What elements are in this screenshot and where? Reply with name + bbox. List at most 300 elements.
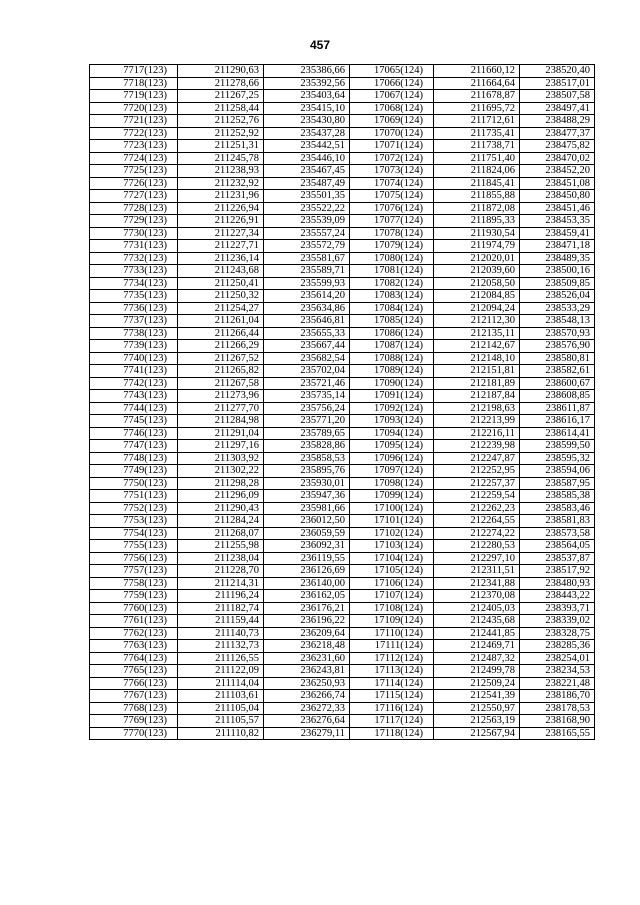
cell-point-id: 17094(124) [350, 427, 434, 440]
cell-y-coordinate: 238509,85 [520, 277, 595, 290]
cell-x-coordinate: 211845,41 [434, 177, 520, 190]
table-row [90, 390, 595, 403]
coordinates-table [89, 64, 595, 740]
cell-point-id: 7734(123) [90, 277, 178, 290]
cell-y-coordinate: 238285,36 [520, 640, 595, 653]
cell-x-coordinate: 211298,28 [178, 477, 264, 490]
cell-x-coordinate: 211974,79 [434, 240, 520, 253]
cell-x-coordinate: 211855,88 [434, 190, 520, 203]
cell-x-coordinate: 211302,22 [178, 465, 264, 478]
cell-x-coordinate: 211930,54 [434, 227, 520, 240]
page-number: 457 [309, 38, 331, 52]
table-row [90, 227, 595, 240]
table-row [90, 515, 595, 528]
cell-point-id: 7753(123) [90, 515, 178, 528]
cell-y-coordinate: 238477,37 [520, 127, 595, 140]
cell-x-coordinate: 211231,96 [178, 190, 264, 203]
cell-x-coordinate: 211250,41 [178, 277, 264, 290]
cell-x-coordinate: 212181,89 [434, 377, 520, 390]
cell-point-id: 17081(124) [350, 265, 434, 278]
cell-x-coordinate: 211695,72 [434, 102, 520, 115]
cell-y-coordinate: 238595,32 [520, 452, 595, 465]
cell-y-coordinate: 238564,05 [520, 540, 595, 553]
cell-point-id: 7729(123) [90, 215, 178, 228]
cell-y-coordinate: 235930,01 [264, 477, 350, 490]
cell-y-coordinate: 238234,53 [520, 665, 595, 678]
cell-point-id: 7747(123) [90, 440, 178, 453]
cell-point-id: 7742(123) [90, 377, 178, 390]
cell-point-id: 7770(123) [90, 727, 178, 740]
cell-x-coordinate: 211278,66 [178, 77, 264, 90]
cell-x-coordinate: 211261,04 [178, 315, 264, 328]
cell-y-coordinate: 236250,93 [264, 677, 350, 690]
cell-x-coordinate: 212187,84 [434, 390, 520, 403]
cell-y-coordinate: 238517,92 [520, 565, 595, 578]
cell-point-id: 7752(123) [90, 502, 178, 515]
cell-point-id: 17099(124) [350, 490, 434, 503]
cell-x-coordinate: 211250,32 [178, 290, 264, 303]
cell-point-id: 7735(123) [90, 290, 178, 303]
cell-y-coordinate: 236266,74 [264, 690, 350, 703]
cell-point-id: 17067(124) [350, 90, 434, 103]
cell-y-coordinate: 238254,01 [520, 652, 595, 665]
cell-y-coordinate: 238328,75 [520, 627, 595, 640]
cell-x-coordinate: 212274,22 [434, 527, 520, 540]
cell-point-id: 17069(124) [350, 115, 434, 128]
cell-y-coordinate: 238520,40 [520, 65, 595, 78]
cell-point-id: 17102(124) [350, 527, 434, 540]
table-row [90, 327, 595, 340]
cell-point-id: 17093(124) [350, 415, 434, 428]
cell-point-id: 17070(124) [350, 127, 434, 140]
table-row [90, 552, 595, 565]
cell-point-id: 17107(124) [350, 590, 434, 603]
cell-point-id: 17111(124) [350, 640, 434, 653]
cell-y-coordinate: 235771,20 [264, 415, 350, 428]
cell-point-id: 7727(123) [90, 190, 178, 203]
cell-x-coordinate: 211243,68 [178, 265, 264, 278]
cell-point-id: 17086(124) [350, 327, 434, 340]
cell-y-coordinate: 238186,70 [520, 690, 595, 703]
cell-point-id: 7766(123) [90, 677, 178, 690]
cell-y-coordinate: 236209,64 [264, 627, 350, 640]
cell-y-coordinate: 235415,10 [264, 102, 350, 115]
cell-y-coordinate: 235589,71 [264, 265, 350, 278]
cell-point-id: 17106(124) [350, 577, 434, 590]
cell-point-id: 17101(124) [350, 515, 434, 528]
table-row [90, 615, 595, 628]
cell-x-coordinate: 211660,12 [434, 65, 520, 78]
cell-y-coordinate: 236176,21 [264, 602, 350, 615]
cell-y-coordinate: 236140,00 [264, 577, 350, 590]
cell-x-coordinate: 211297,16 [178, 440, 264, 453]
cell-point-id: 17068(124) [350, 102, 434, 115]
cell-point-id: 17079(124) [350, 240, 434, 253]
cell-y-coordinate: 235442,51 [264, 140, 350, 153]
table-row [90, 727, 595, 740]
cell-y-coordinate: 235392,56 [264, 77, 350, 90]
cell-y-coordinate: 238537,87 [520, 552, 595, 565]
cell-y-coordinate: 238339,02 [520, 615, 595, 628]
cell-x-coordinate: 211296,09 [178, 490, 264, 503]
cell-y-coordinate: 238488,29 [520, 115, 595, 128]
cell-x-coordinate: 212257,37 [434, 477, 520, 490]
cell-x-coordinate: 212020,01 [434, 252, 520, 265]
cell-point-id: 7717(123) [90, 65, 178, 78]
cell-y-coordinate: 235487,49 [264, 177, 350, 190]
table-row [90, 277, 595, 290]
cell-y-coordinate: 235599,93 [264, 277, 350, 290]
table-row [90, 65, 595, 78]
cell-x-coordinate: 212094,24 [434, 302, 520, 315]
cell-point-id: 17114(124) [350, 677, 434, 690]
cell-y-coordinate: 235655,33 [264, 327, 350, 340]
cell-y-coordinate: 235667,44 [264, 340, 350, 353]
cell-point-id: 7760(123) [90, 602, 178, 615]
cell-x-coordinate: 212499,78 [434, 665, 520, 678]
cell-x-coordinate: 212058,50 [434, 277, 520, 290]
cell-y-coordinate: 238470,02 [520, 152, 595, 165]
cell-point-id: 17116(124) [350, 702, 434, 715]
cell-x-coordinate: 211227,71 [178, 240, 264, 253]
cell-point-id: 7732(123) [90, 252, 178, 265]
cell-x-coordinate: 211268,07 [178, 527, 264, 540]
table-row [90, 352, 595, 365]
cell-x-coordinate: 211895,33 [434, 215, 520, 228]
cell-x-coordinate: 211159,44 [178, 615, 264, 628]
cell-x-coordinate: 212487,32 [434, 652, 520, 665]
cell-x-coordinate: 211245,78 [178, 152, 264, 165]
cell-y-coordinate: 238573,58 [520, 527, 595, 540]
cell-x-coordinate: 212567,94 [434, 727, 520, 740]
cell-y-coordinate: 238526,04 [520, 290, 595, 303]
cell-x-coordinate: 212213,99 [434, 415, 520, 428]
cell-point-id: 7721(123) [90, 115, 178, 128]
cell-x-coordinate: 211872,08 [434, 202, 520, 215]
cell-point-id: 7764(123) [90, 652, 178, 665]
cell-x-coordinate: 211228,70 [178, 565, 264, 578]
table-row [90, 540, 595, 553]
cell-y-coordinate: 235581,67 [264, 252, 350, 265]
table-row [90, 240, 595, 253]
cell-y-coordinate: 235756,24 [264, 402, 350, 415]
cell-y-coordinate: 238600,67 [520, 377, 595, 390]
cell-x-coordinate: 211122,09 [178, 665, 264, 678]
cell-y-coordinate: 235789,65 [264, 427, 350, 440]
cell-x-coordinate: 212198,63 [434, 402, 520, 415]
cell-point-id: 17085(124) [350, 315, 434, 328]
table-row [90, 340, 595, 353]
cell-point-id: 17117(124) [350, 715, 434, 728]
cell-point-id: 17109(124) [350, 615, 434, 628]
cell-point-id: 7758(123) [90, 577, 178, 590]
cell-y-coordinate: 236272,33 [264, 702, 350, 715]
cell-point-id: 17108(124) [350, 602, 434, 615]
cell-x-coordinate: 211678,87 [434, 90, 520, 103]
cell-x-coordinate: 211251,31 [178, 140, 264, 153]
table-row [90, 140, 595, 153]
cell-y-coordinate: 238570,93 [520, 327, 595, 340]
cell-x-coordinate: 211214,31 [178, 577, 264, 590]
cell-x-coordinate: 211290,43 [178, 502, 264, 515]
cell-y-coordinate: 238459,41 [520, 227, 595, 240]
cell-y-coordinate: 238168,90 [520, 715, 595, 728]
cell-y-coordinate: 235572,79 [264, 240, 350, 253]
cell-y-coordinate: 238548,13 [520, 315, 595, 328]
cell-x-coordinate: 211735,41 [434, 127, 520, 140]
cell-y-coordinate: 238533,29 [520, 302, 595, 315]
cell-point-id: 7745(123) [90, 415, 178, 428]
cell-point-id: 17074(124) [350, 177, 434, 190]
cell-point-id: 17082(124) [350, 277, 434, 290]
cell-y-coordinate: 238489,35 [520, 252, 595, 265]
cell-y-coordinate: 235467,45 [264, 165, 350, 178]
cell-point-id: 17118(124) [350, 727, 434, 740]
cell-y-coordinate: 238471,18 [520, 240, 595, 253]
table-row [90, 627, 595, 640]
cell-y-coordinate: 236196,22 [264, 615, 350, 628]
cell-x-coordinate: 211266,29 [178, 340, 264, 353]
cell-y-coordinate: 238480,93 [520, 577, 595, 590]
table-row [90, 202, 595, 215]
cell-point-id: 17089(124) [350, 365, 434, 378]
cell-x-coordinate: 212550,97 [434, 702, 520, 715]
table-row [90, 127, 595, 140]
cell-x-coordinate: 211824,06 [434, 165, 520, 178]
cell-point-id: 17105(124) [350, 565, 434, 578]
table-row [90, 665, 595, 678]
table-row [90, 290, 595, 303]
cell-y-coordinate: 235446,10 [264, 152, 350, 165]
table-row [90, 715, 595, 728]
cell-x-coordinate: 211103,61 [178, 690, 264, 703]
cell-y-coordinate: 238594,06 [520, 465, 595, 478]
cell-point-id: 17073(124) [350, 165, 434, 178]
cell-y-coordinate: 238452,20 [520, 165, 595, 178]
table-row [90, 527, 595, 540]
cell-point-id: 7749(123) [90, 465, 178, 478]
table-row [90, 502, 595, 515]
cell-point-id: 7736(123) [90, 302, 178, 315]
table-row [90, 265, 595, 278]
cell-y-coordinate: 235539,09 [264, 215, 350, 228]
cell-y-coordinate: 235682,54 [264, 352, 350, 365]
cell-x-coordinate: 211303,92 [178, 452, 264, 465]
cell-point-id: 17115(124) [350, 690, 434, 703]
cell-point-id: 17065(124) [350, 65, 434, 78]
cell-y-coordinate: 236119,55 [264, 552, 350, 565]
cell-point-id: 17084(124) [350, 302, 434, 315]
cell-point-id: 17095(124) [350, 440, 434, 453]
cell-y-coordinate: 236012,50 [264, 515, 350, 528]
cell-x-coordinate: 211236,14 [178, 252, 264, 265]
cell-point-id: 7722(123) [90, 127, 178, 140]
cell-point-id: 7738(123) [90, 327, 178, 340]
cell-x-coordinate: 211273,96 [178, 390, 264, 403]
cell-point-id: 7724(123) [90, 152, 178, 165]
cell-x-coordinate: 211265,82 [178, 365, 264, 378]
table-row [90, 490, 595, 503]
cell-y-coordinate: 236243,81 [264, 665, 350, 678]
cell-x-coordinate: 212148,10 [434, 352, 520, 365]
cell-point-id: 7733(123) [90, 265, 178, 278]
cell-x-coordinate: 211238,93 [178, 165, 264, 178]
cell-point-id: 7757(123) [90, 565, 178, 578]
cell-y-coordinate: 238443,22 [520, 590, 595, 603]
table-row [90, 177, 595, 190]
table-row [90, 415, 595, 428]
table-row [90, 102, 595, 115]
table-row [90, 152, 595, 165]
cell-y-coordinate: 238614,41 [520, 427, 595, 440]
cell-point-id: 7761(123) [90, 615, 178, 628]
cell-y-coordinate: 236092,31 [264, 540, 350, 553]
table-row [90, 302, 595, 315]
cell-y-coordinate: 236126,69 [264, 565, 350, 578]
cell-point-id: 17112(124) [350, 652, 434, 665]
table-row [90, 402, 595, 415]
cell-point-id: 7754(123) [90, 527, 178, 540]
cell-point-id: 17103(124) [350, 540, 434, 553]
cell-y-coordinate: 235634,86 [264, 302, 350, 315]
cell-x-coordinate: 211110,82 [178, 727, 264, 740]
cell-point-id: 7720(123) [90, 102, 178, 115]
cell-point-id: 7723(123) [90, 140, 178, 153]
cell-x-coordinate: 211254,27 [178, 302, 264, 315]
cell-y-coordinate: 236231,60 [264, 652, 350, 665]
cell-y-coordinate: 236279,11 [264, 727, 350, 740]
cell-x-coordinate: 212469,71 [434, 640, 520, 653]
cell-x-coordinate: 211267,25 [178, 90, 264, 103]
table-row [90, 465, 595, 478]
table-row [90, 252, 595, 265]
cell-y-coordinate: 238583,46 [520, 502, 595, 515]
cell-x-coordinate: 212297,10 [434, 552, 520, 565]
table-row [90, 452, 595, 465]
cell-y-coordinate: 235828,86 [264, 440, 350, 453]
cell-point-id: 17083(124) [350, 290, 434, 303]
cell-x-coordinate: 212435,68 [434, 615, 520, 628]
cell-point-id: 17075(124) [350, 190, 434, 203]
cell-y-coordinate: 236059,59 [264, 527, 350, 540]
cell-point-id: 7718(123) [90, 77, 178, 90]
cell-y-coordinate: 235895,76 [264, 465, 350, 478]
cell-point-id: 7763(123) [90, 640, 178, 653]
cell-x-coordinate: 211252,92 [178, 127, 264, 140]
cell-y-coordinate: 238497,41 [520, 102, 595, 115]
cell-point-id: 7737(123) [90, 315, 178, 328]
table-row [90, 477, 595, 490]
cell-point-id: 17110(124) [350, 627, 434, 640]
cell-point-id: 17087(124) [350, 340, 434, 353]
cell-point-id: 17071(124) [350, 140, 434, 153]
cell-x-coordinate: 212112,30 [434, 315, 520, 328]
cell-y-coordinate: 238608,85 [520, 390, 595, 403]
table-row [90, 602, 595, 615]
cell-point-id: 7740(123) [90, 352, 178, 365]
cell-x-coordinate: 212509,24 [434, 677, 520, 690]
cell-y-coordinate: 238507,58 [520, 90, 595, 103]
cell-point-id: 17100(124) [350, 502, 434, 515]
cell-x-coordinate: 211277,70 [178, 402, 264, 415]
cell-y-coordinate: 238517,01 [520, 77, 595, 90]
table-row [90, 365, 595, 378]
table-row [90, 215, 595, 228]
cell-x-coordinate: 211238,04 [178, 552, 264, 565]
table-row [90, 690, 595, 703]
cell-y-coordinate: 238178,53 [520, 702, 595, 715]
cell-x-coordinate: 211114,04 [178, 677, 264, 690]
cell-y-coordinate: 235981,66 [264, 502, 350, 515]
cell-x-coordinate: 212247,87 [434, 452, 520, 465]
cell-point-id: 17113(124) [350, 665, 434, 678]
coordinates-table-body [90, 65, 595, 740]
cell-y-coordinate: 238611,87 [520, 402, 595, 415]
table-row [90, 440, 595, 453]
cell-y-coordinate: 235403,64 [264, 90, 350, 103]
cell-point-id: 17078(124) [350, 227, 434, 240]
cell-y-coordinate: 238576,90 [520, 340, 595, 353]
cell-y-coordinate: 238500,16 [520, 265, 595, 278]
cell-y-coordinate: 238221,48 [520, 677, 595, 690]
cell-y-coordinate: 235430,80 [264, 115, 350, 128]
cell-point-id: 17088(124) [350, 352, 434, 365]
table-row [90, 640, 595, 653]
table-row [90, 590, 595, 603]
cell-point-id: 7751(123) [90, 490, 178, 503]
cell-point-id: 7750(123) [90, 477, 178, 490]
cell-y-coordinate: 238475,82 [520, 140, 595, 153]
cell-x-coordinate: 212341,88 [434, 577, 520, 590]
cell-y-coordinate: 238599,50 [520, 440, 595, 453]
cell-y-coordinate: 235437,28 [264, 127, 350, 140]
cell-y-coordinate: 238451,08 [520, 177, 595, 190]
cell-point-id: 17090(124) [350, 377, 434, 390]
cell-x-coordinate: 211196,24 [178, 590, 264, 603]
cell-x-coordinate: 211284,98 [178, 415, 264, 428]
cell-point-id: 7719(123) [90, 90, 178, 103]
cell-point-id: 17104(124) [350, 552, 434, 565]
table-row [90, 315, 595, 328]
cell-y-coordinate: 238587,95 [520, 477, 595, 490]
cell-x-coordinate: 211105,04 [178, 702, 264, 715]
cell-x-coordinate: 211132,73 [178, 640, 264, 653]
cell-x-coordinate: 211738,71 [434, 140, 520, 153]
cell-point-id: 17066(124) [350, 77, 434, 90]
cell-point-id: 7739(123) [90, 340, 178, 353]
cell-point-id: 7762(123) [90, 627, 178, 640]
cell-point-id: 7730(123) [90, 227, 178, 240]
cell-y-coordinate: 235614,20 [264, 290, 350, 303]
cell-x-coordinate: 211258,44 [178, 102, 264, 115]
cell-x-coordinate: 212311,51 [434, 565, 520, 578]
cell-point-id: 17096(124) [350, 452, 434, 465]
cell-x-coordinate: 211751,40 [434, 152, 520, 165]
cell-point-id: 7756(123) [90, 552, 178, 565]
cell-x-coordinate: 212405,03 [434, 602, 520, 615]
cell-point-id: 7744(123) [90, 402, 178, 415]
cell-point-id: 17076(124) [350, 202, 434, 215]
table-row [90, 702, 595, 715]
cell-x-coordinate: 212441,85 [434, 627, 520, 640]
cell-y-coordinate: 238585,38 [520, 490, 595, 503]
cell-y-coordinate: 238616,17 [520, 415, 595, 428]
cell-y-coordinate: 235735,14 [264, 390, 350, 403]
cell-x-coordinate: 212135,11 [434, 327, 520, 340]
cell-point-id: 7728(123) [90, 202, 178, 215]
cell-y-coordinate: 235501,35 [264, 190, 350, 203]
cell-x-coordinate: 211284,24 [178, 515, 264, 528]
